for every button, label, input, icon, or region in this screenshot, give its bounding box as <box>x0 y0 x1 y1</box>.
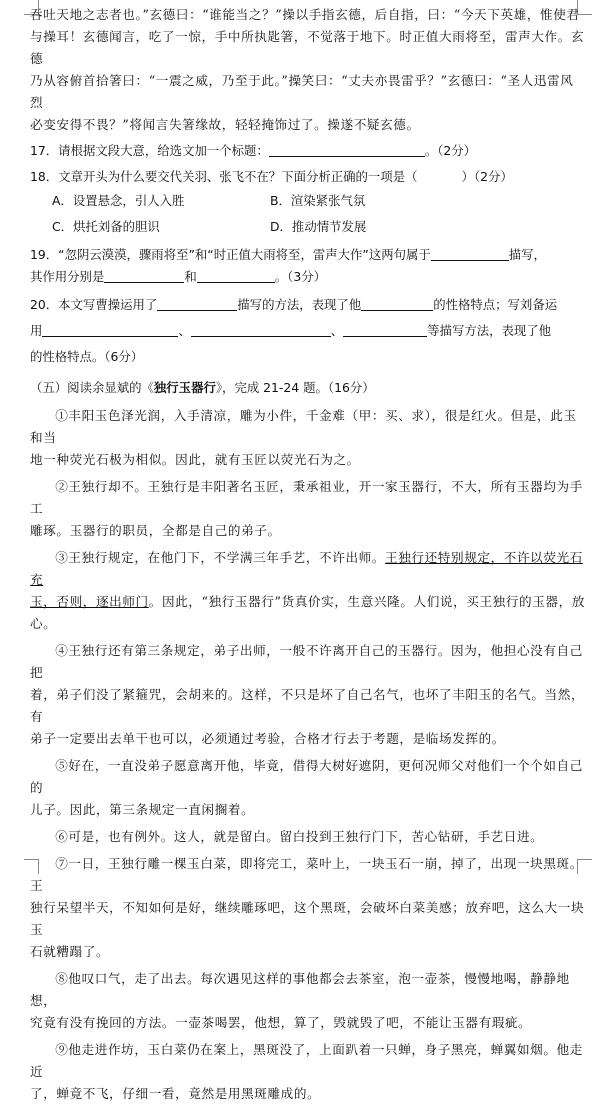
answer-blank[interactable] <box>191 322 331 337</box>
options-row <box>52 214 586 240</box>
separator: 、 <box>330 323 344 338</box>
paragraph-5 <box>30 755 586 821</box>
answer-blank[interactable] <box>157 296 237 311</box>
question-text: 等描写方法，表现了他 <box>427 323 552 338</box>
option-c[interactable]: C．烘托刘备的胆识 <box>52 219 160 234</box>
paragraph-9 <box>30 1039 586 1105</box>
heading-text: 》，完成 21-24 题。（16分） <box>215 380 375 395</box>
text-line: ④王独行还有第三条规定，弟子出师，一般不许离开自己的玉器行。因为，他担心没有自己把 <box>30 643 583 680</box>
question-text: 19．“忽阴云漠漠，骤雨将至”和“时正值大雨将至，雷声大作”这两句属于 <box>30 247 431 262</box>
passage-title: 独行玉器行 <box>153 380 216 395</box>
text-line: 了，蝉竟不飞，仔细一看，竟然是用黑斑雕成的。 <box>30 1086 321 1101</box>
text-line: 儿子。因此，第三条规定一直闲搁着。 <box>30 802 255 817</box>
question-text: 的性格特点。（6分） <box>30 349 144 364</box>
question-text: 17．请根据文段大意，给选文加一个标题： <box>30 143 269 158</box>
answer-blank[interactable] <box>343 322 427 337</box>
question-19 <box>30 244 586 288</box>
text-line: ⑤好在，一直没弟子愿意离开他，毕竟，借得大树好遮阴，更何况师父对他们一个个如自己的 <box>30 758 583 795</box>
option-b[interactable]: B．渲染紧张气氛 <box>270 193 366 208</box>
text-line <box>30 591 586 613</box>
text-line: 心。 <box>30 616 57 631</box>
text-line <box>30 547 586 591</box>
passage-continuation <box>30 4 586 136</box>
heading-text: （五）阅读余显斌的《 <box>30 380 154 395</box>
text-line: ②王独行却不。王独行是丰阳著名玉匠，秉承祖业，开一家玉器行，不大，所有玉器均为手工 <box>30 479 583 516</box>
question-score: 。（3分） <box>274 269 326 284</box>
paragraph-7 <box>30 853 586 963</box>
text-segment: ③王独行规定，在他门下，不学满三年手艺，不许出师。 <box>55 550 386 565</box>
paragraph-4 <box>30 640 586 750</box>
text-line: 弟子一定要出去单干也可以，必须通过考验，合格才行去于考题，是临场发挥的。 <box>30 731 505 746</box>
text-line: 独行呆望半天，不知如何是好，继续雕琢吧，这个黑斑，会破坏白菜美感；放弃吧，这么大一块玉 <box>30 900 585 937</box>
text-line: 究竟有没有挽回的方法。一壶茶喝罢，他想，算了，毁就毁了吧，不能让玉器有瑕疵。 <box>30 1015 532 1030</box>
question-text: 描写的方法，表现了他 <box>237 297 362 312</box>
options-row <box>52 188 586 214</box>
answer-blank[interactable] <box>269 142 425 157</box>
question-score: 。（2分） <box>424 143 477 158</box>
question-text: 和 <box>184 269 197 284</box>
answer-blank[interactable] <box>42 322 178 337</box>
text-line: 石就糟蹋了。 <box>30 944 110 959</box>
question-score: ）（2分） <box>461 169 513 184</box>
text-line: 乃从容俯首拾箸曰：“一震之威，乃至于此。”操笑曰：“丈夫亦畏雷乎？”玄德曰：“圣人迅雷风烈 <box>30 73 574 110</box>
text-segment: 。因此，“独行玉器行”货真价实，生意兴隆。人们说，买王独行的玉器，放 <box>148 594 586 609</box>
text-line: 必变安得不畏？”将闻言失箸缘故，轻轻掩饰过了。操遂不疑玄德。 <box>30 117 420 132</box>
option-d[interactable]: D．推动情节发展 <box>270 219 367 234</box>
text-line: ⑦一日，王独行雕一棵玉白菜，即将完工，菜叶上，一块玉石一崩，掉了，出现一块黑斑。王 <box>30 856 583 893</box>
question-text: 描写， <box>508 247 546 262</box>
paragraph-6 <box>30 826 586 848</box>
question-text: 其作用分别是 <box>30 269 105 284</box>
answer-blank[interactable] <box>197 268 275 283</box>
question-17 <box>30 140 586 162</box>
paragraph-3 <box>30 547 586 635</box>
answer-blank[interactable] <box>431 246 509 261</box>
reading-passage <box>30 405 586 1105</box>
paragraph-2 <box>30 476 586 542</box>
question-text: 的性格特点；写刘备运 <box>433 297 558 312</box>
option-a[interactable]: A．设置悬念，引人入胜 <box>52 193 185 208</box>
text-line: ①丰阳玉色泽光润，入手清凉，雕为小件，千金难（甲：买、求），很是红火。但是，此玉和当 <box>30 408 577 445</box>
section-heading <box>30 376 586 400</box>
text-line: 吞吐天地之志者也。”玄德曰：“谁能当之？”操以手指玄德，后自指，曰：“今天下英雄，惟使君 <box>30 7 580 22</box>
exam-page <box>30 4 586 1105</box>
paragraph-8 <box>30 968 586 1034</box>
text-line: 雕琢。玉器行的职员，全都是自己的弟子。 <box>30 523 281 538</box>
text-line: 与操耳！玄德闻言，吃了一惊，手中所执匙箸，不觉落于地下。时正值大雨将至，雷声大作。玄德 <box>30 29 585 66</box>
text-line: ⑨他走进作坊，玉白菜仍在案上，黑斑没了，上面趴着一只蝉，身子黑亮，蝉翼如烟。他走近 <box>30 1042 583 1079</box>
answer-blank[interactable] <box>361 296 433 311</box>
text-line: 着，弟子们没了紧箍咒，会胡来的。这样，不只是坏了自己名气，也坏了丰阳玉的名气。当然，有 <box>30 687 585 724</box>
question-18 <box>30 166 586 188</box>
text-line: ⑥可是，也有例外。这人，就是留白。留白投到王独行门下，苦心钻研，手艺日进。 <box>55 829 544 844</box>
question-text: 18．文章开头为什么要交代关羽、张飞不在？下面分析正确的一项是（ <box>30 169 418 184</box>
text-line: 地一种荧光石极为相似。因此，就有玉匠以荧光石为之。 <box>30 452 360 467</box>
paragraph-1 <box>30 405 586 471</box>
underlined-sentence: 玉，否则，逐出师门 <box>30 594 149 609</box>
question-20 <box>30 292 586 370</box>
question-text: 20．本文写曹操运用了 <box>30 297 158 312</box>
text-line: ⑧他叹口气，走了出去。每次遇见这样的事他都会去茶室，泡一壶茶，慢慢地喝，静静地想， <box>30 971 570 1008</box>
separator: 、 <box>178 323 191 338</box>
question-text: 用 <box>30 323 43 338</box>
underlined-sentence: 王独行还特别规定，不许以荧光石充 <box>30 550 583 587</box>
answer-blank[interactable] <box>104 268 184 283</box>
